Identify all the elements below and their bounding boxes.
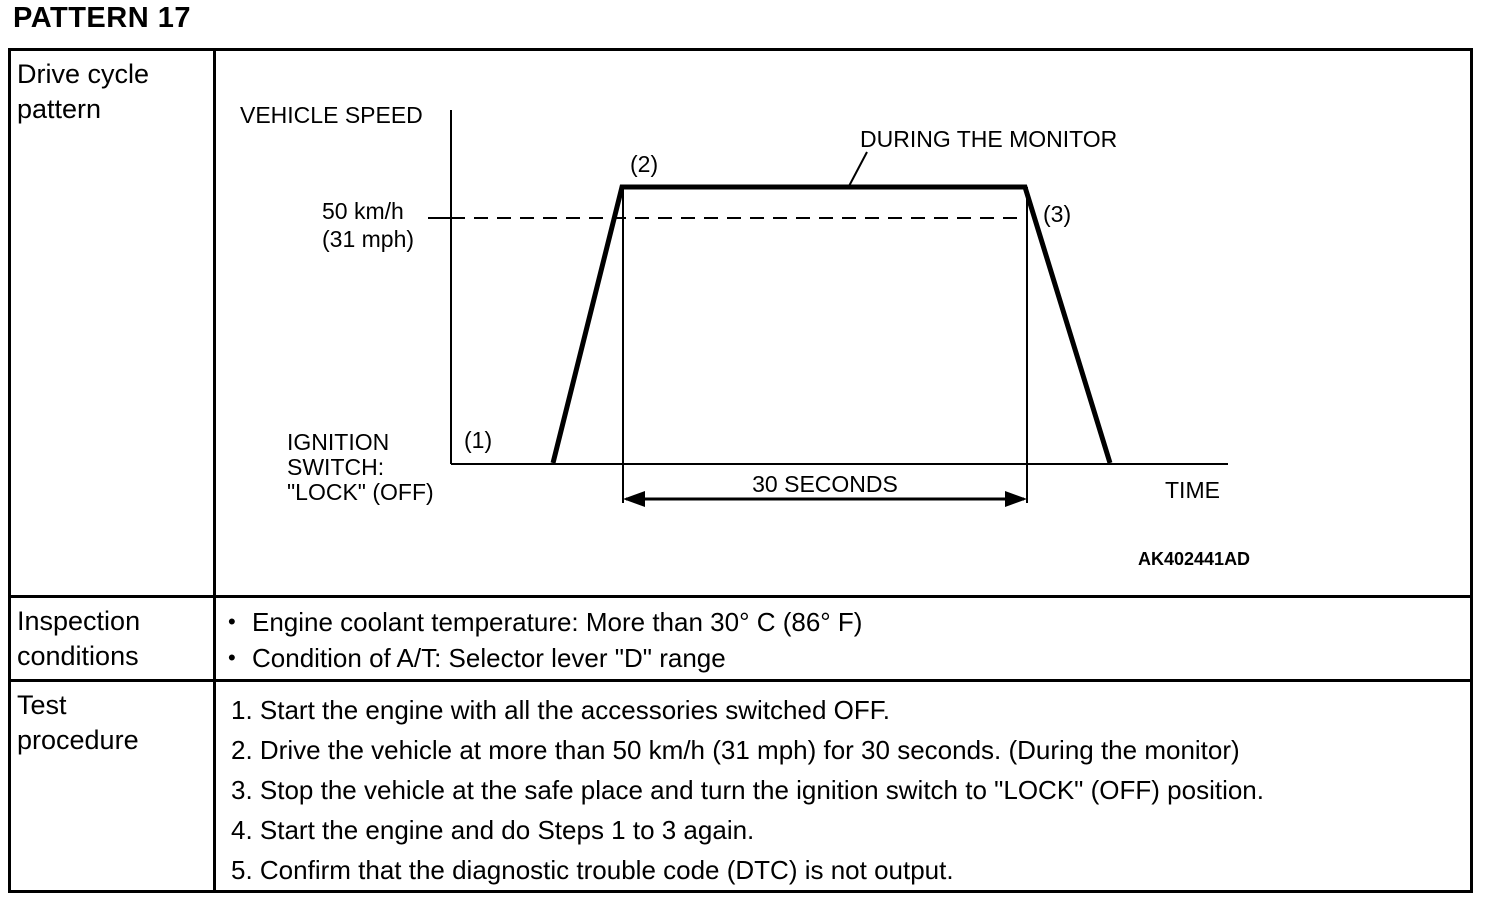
table-row-test-procedure <box>11 682 1470 890</box>
ignition-line: IGNITION <box>287 429 390 455</box>
procedure-step: 1. Start the engine with all the accessories switched OFF. <box>231 695 890 725</box>
header-line: procedure <box>17 725 139 755</box>
row-header-inspection-conditions <box>11 598 216 679</box>
y-axis-label: VEHICLE SPEED <box>240 102 423 128</box>
row-header-drive-cycle <box>11 51 216 595</box>
drive-cycle-diagram <box>216 51 1470 595</box>
row-header-test-procedure <box>11 682 216 890</box>
inspection-item-text: Condition of A/T: Selector lever "D" range <box>252 642 726 673</box>
figure-code: AK402441AD <box>1138 549 1251 569</box>
ignition-switch-label <box>287 430 434 505</box>
inspection-conditions-list <box>216 598 1470 676</box>
point-2-label: (2) <box>630 151 659 177</box>
table-row-drive-cycle <box>11 51 1470 598</box>
ignition-line: SWITCH: <box>287 454 385 480</box>
inspection-conditions-cell <box>216 598 1470 679</box>
point-3-label: (3) <box>1043 201 1072 227</box>
duration-label: 30 SECONDS <box>752 471 898 497</box>
procedure-step: 2. Drive the vehicle at more than 50 km/h (31 mph) for 30 seconds. (During the monitor) <box>231 735 1240 765</box>
header-line: pattern <box>17 94 102 124</box>
speed-threshold-label <box>322 197 414 253</box>
drive-cycle-chart <box>216 51 1470 599</box>
speed-threshold-value-mph: (31 mph) <box>322 226 415 252</box>
bullet-marker: • <box>228 644 236 670</box>
procedure-step: 4. Start the engine and do Steps 1 to 3 again. <box>231 815 755 845</box>
table-row-inspection-conditions <box>11 598 1470 682</box>
list-item <box>228 604 1470 640</box>
header-line: Inspection <box>17 605 141 636</box>
inspection-item-text: Engine coolant temperature: More than 30° C (86° F) <box>252 606 863 637</box>
test-procedure-cell <box>216 682 1470 890</box>
list-item <box>228 640 1470 676</box>
procedure-step: 5. Confirm that the diagnostic trouble code (DTC) is not output. <box>231 855 954 885</box>
speed-threshold-value: 50 km/h <box>322 198 404 224</box>
x-axis-label: TIME <box>1165 477 1220 503</box>
header-line: Drive cycle <box>17 59 150 89</box>
pattern-table <box>8 48 1473 893</box>
header-line: conditions <box>17 640 139 671</box>
monitor-callout-label: DURING THE MONITOR <box>860 126 1118 152</box>
procedure-step: 3. Stop the vehicle at the safe place and turn the ignition switch to "LOCK" (OFF) position. <box>231 775 1264 805</box>
header-line: Test <box>17 690 67 720</box>
page-title: PATTERN 17 <box>13 2 191 34</box>
test-procedure-steps <box>216 682 1470 890</box>
monitor-leader-line <box>848 152 867 188</box>
ignition-line: "LOCK" (OFF) <box>287 479 434 505</box>
point-1-label: (1) <box>464 427 493 453</box>
bullet-marker: • <box>228 608 236 634</box>
